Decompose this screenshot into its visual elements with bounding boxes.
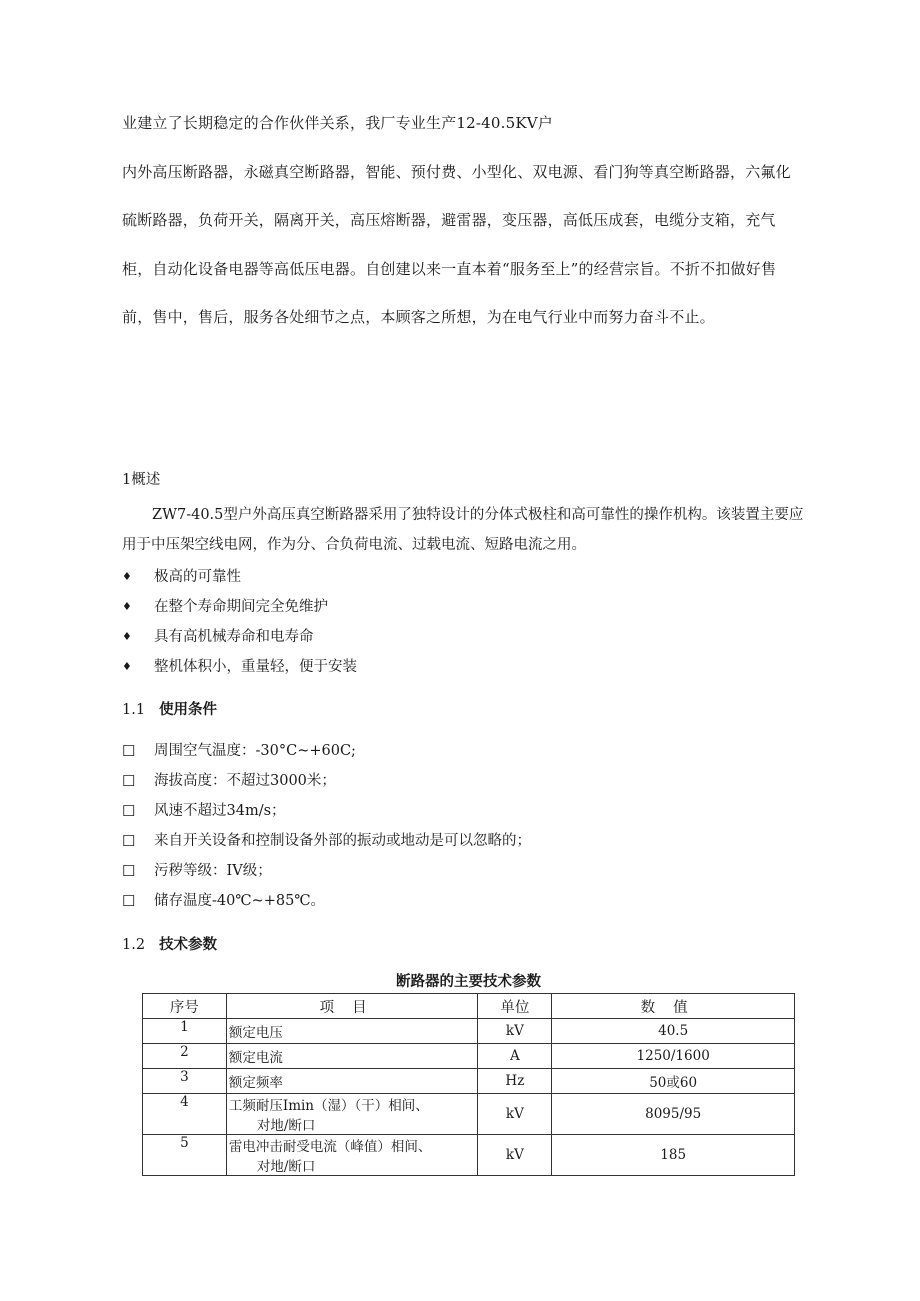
diamond-bullet-icon: ♦ (122, 630, 132, 643)
checkbox-square-icon: ☐ (122, 772, 136, 790)
list-item: ☐ 风速不超过34m/s； (122, 796, 531, 826)
list-item: ♦ 整机体积小，重量轻，便于安装 (122, 652, 357, 682)
paragraph-line: 柜，自动化设备电器等高低压电器。自创建以来一直本着“服务至上”的经营宗旨。不折不扣做好售 (122, 260, 777, 278)
list-item: ☐ 海拔高度：不超过3000米； (122, 766, 531, 796)
paragraph-line: 硫断路器，负荷开关，隔离开关，高压熔断器，避雷器，变压器，高低压成套，电缆分支箱，充气 (122, 211, 776, 229)
section-title: 技术参数 (159, 937, 218, 953)
section-title: 使用条件 (159, 702, 218, 718)
section-number: 1.1 (122, 702, 146, 718)
list-item: ☐ 来自开关设备和控制设备外部的振动或地动是可以忽略的； (122, 826, 531, 856)
section-number: 1.2 (122, 937, 146, 953)
feature-list (122, 562, 357, 682)
list-item: ☐ 储存温度-40℃~+85℃。 (122, 886, 531, 916)
section-title: 概述 (131, 472, 161, 488)
paragraph-line: 内外高压断路器，永磁真空断路器，智能、预付费、小型化、双电源、看门狗等真空断路器，六氟化 (122, 163, 791, 181)
table-caption: 断路器的主要技术参数 (396, 974, 541, 990)
table-row: 5 雷电冲击耐受电流（峰值）相间、 对地/断口 kV 185 (143, 1135, 795, 1176)
diamond-bullet-icon: ♦ (122, 660, 132, 673)
diamond-bullet-icon: ♦ (122, 570, 132, 583)
condition-list (122, 736, 531, 916)
list-item: ♦ 在整个寿命期间完全免维护 (122, 592, 357, 622)
section-number: 1 (122, 472, 132, 488)
list-item: ♦ 极高的可靠性 (122, 562, 357, 592)
list-item: ☐ 污秽等级：IV级； (122, 856, 531, 886)
paragraph-line: 业建立了长期稳定的合作伙伴关系，我厂专业生产12-40.5KV户 (122, 114, 553, 132)
section-1-intro: ZW7-40.5型户外高压真空断路器采用了独特设计的分体式极柱和高可靠性的操作机构。该装置主要应用于中压架空线电网，作为分、合负荷电流、过载电流、短路电流之用。 (122, 507, 804, 553)
table-row: 4 工频耐压Imin（湿）（干）相间、 对地/断口 kV 8095/95 (143, 1094, 795, 1135)
checkbox-square-icon: ☐ (122, 892, 136, 910)
checkbox-square-icon: ☐ (122, 742, 136, 760)
spec-table (142, 993, 795, 1176)
section-1-1-heading (122, 698, 217, 719)
table-row: 1 额定电压 kV 40.5 (143, 1019, 795, 1044)
checkbox-square-icon: ☐ (122, 832, 136, 850)
paragraph-line: 前，售中，售后，服务各处细节之点，本顾客之所想，为在电气行业中而努力奋斗不止。 (122, 308, 715, 326)
header-item: 项目 (226, 994, 478, 1019)
checkbox-square-icon: ☐ (122, 862, 136, 880)
section-1-heading (122, 468, 160, 489)
table-header-row (143, 994, 795, 1019)
list-item: ♦ 具有高机械寿命和电寿命 (122, 622, 357, 652)
header-value: 数值 (552, 994, 795, 1019)
section-1-2-heading (122, 933, 217, 954)
diamond-bullet-icon: ♦ (122, 600, 132, 613)
header-no: 序号 (143, 994, 227, 1019)
checkbox-square-icon: ☐ (122, 802, 136, 820)
table-row: 3 额定频率 Hz 50或60 (143, 1069, 795, 1094)
header-unit: 单位 (478, 994, 552, 1019)
list-item: ☐ 周围空气温度：-30°C~+60C; (122, 736, 531, 766)
table-row: 2 额定电流 A 1250/1600 (143, 1044, 795, 1069)
